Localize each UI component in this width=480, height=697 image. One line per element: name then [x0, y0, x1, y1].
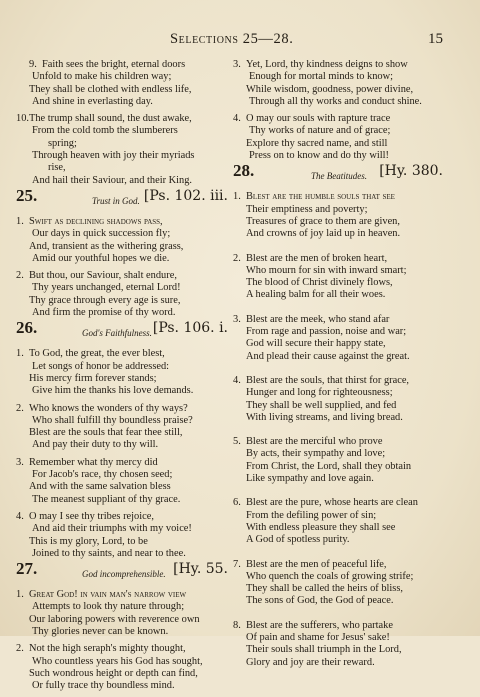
- stanza: 10.The trump shall sound, the dust awake, From the cold tomb the slumberers spring; Through heaven with joy their myriads rise, And hail their Saviour, and their King.: [16, 113, 195, 186]
- stanza: 2. Who knows the wonders of thy ways? Who shall fulfill thy boundless praise? Blest are the souls that fear thee still, And pay their duty to thy will.: [16, 402, 193, 451]
- stanza: 1. Swift as declining shadows pass, Our days in quick succession fly; And, transient as the withering grass, Amid our youthful hopes we die.: [16, 215, 184, 264]
- stanza: 1. Great God! in vain man's narrow view Attempts to look thy nature through; Our laboring powers with reverence own Thy glories never can be known.: [16, 589, 200, 637]
- right-column: [233, 59, 445, 674]
- stanza: 1. Blest are the humble souls that see Their emptiness and poverty; Treasures of grace to them are given, And crowns of joy laid up in heaven.: [233, 191, 401, 240]
- stanza: 3. Blest are the meek, who stand afar From rage and passion, noise and war; God will secure their happy state, And plead their cause against the great.: [233, 313, 410, 362]
- left-column: [16, 59, 230, 697]
- stanza: 8. Blest are the sufferers, who partake Of pain and shame for Jesus' sake! Their souls shall triumph in the Lord, Glory and joy are their reward.: [233, 619, 402, 668]
- page-number: 15: [428, 31, 443, 47]
- hymn-heading-25: 25. Trust in God. [Ps. 102. iii.: [16, 185, 228, 206]
- stanza: 3. Remember what thy mercy did For Jacob's race, thy chosen seed; And with the same salvation bless The meanest suppliant of thy grace.: [16, 456, 181, 505]
- hymn-heading-27: 27. God incomprehensible. [Hy. 55.: [16, 559, 228, 580]
- stanza: 6. Blest are the pure, whose hearts are clean From the defiling power of sin; With endless pleasure they shall see A God of spotless purity.: [233, 497, 418, 546]
- stanza: 4. O may I see thy tribes rejoice, And aid their triumphs with my voice! This is my glory, Lord, to be Joined to thy saints, and near to thee.: [16, 510, 192, 559]
- hymn-heading-26: 26. God's Faithfulness. [Ps. 106. i.: [16, 318, 228, 339]
- stanza: 7. Blest are the men of peaceful life, Who quench the coals of growing strife; They shall be called the heirs of bliss, The sons of God, the God of peace.: [233, 558, 414, 607]
- hymn-heading-28: 28. The Beatitudes. [Hy. 380.: [233, 161, 443, 182]
- stanza: 4. O may our souls with rapture trace Thy works of nature and of grace; Explore thy sacred name, and still Press on to know and do thy will!: [233, 113, 391, 162]
- stanza: 2. Not the high seraph's mighty thought, Who countless years his God has sought, Such wondrous height or depth can find, Or fully trace thy boundless mind.: [16, 643, 203, 692]
- running-title: Selections 25—28.: [170, 31, 294, 47]
- stanza: 2. But thou, our Saviour, shalt endure, Thy years unchanged, eternal Lord! Thy grace through every age is sure, And firm the promise of thy word.: [16, 270, 181, 319]
- stanza: 1. To God, the great, the ever blest, Let songs of honor be addressed: His mercy firm forever stands; Give him the thanks his love demands.: [16, 348, 194, 397]
- stanza: 3. Yet, Lord, thy kindness deigns to show Enough for mortal minds to know; While wisdom, goodness, power divine, Through all thy works and conduct shine.: [233, 59, 422, 107]
- stanza: 2. Blest are the men of broken heart, Who mourn for sin with inward smart; The blood of Christ divinely flows, A healing balm for all their woes.: [233, 252, 407, 301]
- stanza: 4. Blest are the souls, that thirst for grace, Hunger and long for righteousness; They shall be well supplied, and fed With living streams, and living bread.: [233, 374, 410, 423]
- stanza: 5. Blest are the merciful who prove By acts, their sympathy and love; From Christ, the Lord, shall they obtain Like sympathy and love again.: [233, 436, 412, 485]
- running-head: [0, 31, 480, 51]
- stanza: 9. Faith sees the bright, eternal doors Unfold to make his children way; They shall be clothed with endless life, And shine in everlasting day.: [29, 59, 192, 107]
